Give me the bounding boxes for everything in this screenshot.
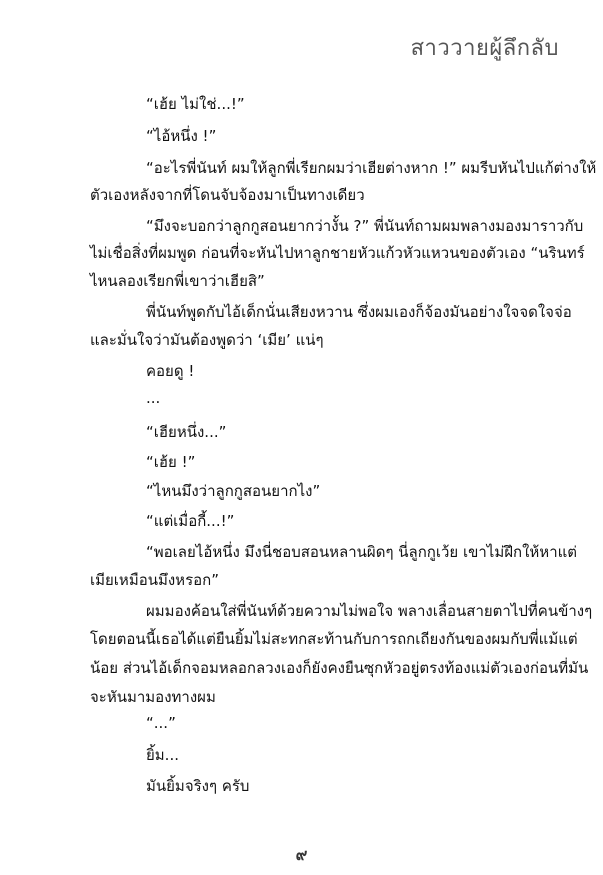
text-line: น้อย ส่วนไอ้เด็กจอมหลอกลวงเองก็ยังคงยืนซุกหัวอยู่ตรงท้องแม่ตัวเองก่อนที่มัน [90,659,589,677]
text-line: “เฮ้ย ไม่ใช่...!” [146,95,245,113]
text-line: “เฮียหนึ่ง...” [146,423,227,441]
text-line: “ไหนมึงว่าลูกกูสอนยากไง” [146,482,321,500]
text-line: มันยิ้มจริงๆ ครับ [146,777,250,795]
text-line: ไม่เชื่อสิ่งที่ผมพูด ก่อนที่จะหันไปหาลูกชายหัวแก้วหัวแหวนของตัวเอง “นรินทร์ [90,244,585,262]
text-line: ผมมองค้อนใส่พี่นันท์ด้วยความไม่พอใจ พลางเลื่อนสายตาไปที่คนข้างๆ [146,602,593,620]
text-line: และมั่นใจว่ามันต้องพูดว่า ‘เมีย’ แน่ๆ [90,331,324,349]
text-line: “อะไรพี่นันท์ ผมให้ลูกพี่เรียกผมว่าเฮียต่างหาก !” ผมรีบหันไปแก้ต่างให้ [146,159,597,177]
text-line: พี่นันท์พูดกับไอ้เด็กนั่นเสียงหวาน ซึ่งผมเองก็จ้องมันอย่างใจจดใจจ่อ [146,303,572,321]
text-line: ตัวเองหลังจากที่โดนจับจ้องมาเป็นทางเดียว [90,186,365,204]
text-line: โดยตอนนี้เธอได้แต่ยืนยิ้มไม่สะทกสะท้านกับการถกเถียงกันของผมกับพี่แม้แต่ [90,630,578,648]
text-line: “พอเลยไอ้หนึ่ง มึงนี่ชอบสอนหลานผิดๆ นี่ลูกกูเว้ย เขาไม่ฝึกให้หาแต่ [146,543,578,561]
text-line: ไหนลองเรียกพี่เขาว่าเฮียสิ” [90,272,265,290]
text-line: คอยดู ! [146,362,195,380]
book-title-header: สาววายผู้ลึกลับ [410,36,559,61]
text-line: “...” [146,714,176,732]
text-line: ... [146,389,161,407]
text-line: จะหันมามองทางผม [90,688,216,706]
text-line: “ไอ้หนึ่ง !” [146,127,217,145]
text-line: “แต่เมื่อกี้...!” [146,512,235,530]
text-line: “เฮ้ย !” [146,453,196,471]
text-line: “มึงจะบอกว่าลูกกูสอนยากว่างั้น ?” พี่นันท์ถามผมพลางมองมาราวกับ [146,217,584,235]
text-line: ยิ้ม... [146,746,179,764]
page-number: ๙ [295,845,308,864]
text-line: เมียเหมือนมึงหรอก” [90,571,219,589]
